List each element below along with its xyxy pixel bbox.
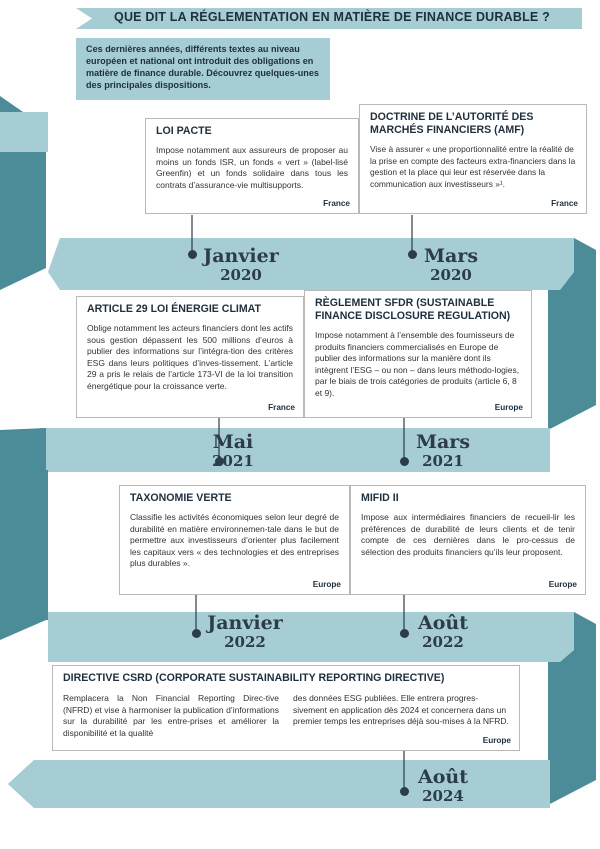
card-title: ARTICLE 29 LOI ÉNERGIE CLIMAT xyxy=(87,303,262,315)
date-year: 2021 xyxy=(422,452,464,470)
card-body-left: Remplacera la Non Financial Reporting Direc-tive (NFRD) et vise à harmoniser la publication d’informations sur la durabilité par les entre-prises et améliorer la disponibilité et la qualité xyxy=(63,693,279,738)
card-sfdr xyxy=(304,290,532,418)
date-year: 2022 xyxy=(224,633,266,651)
ribbon-arrow-tip xyxy=(8,760,34,808)
intro-box: Ces dernières années, différents textes au niveau européen et national ont introduit des obligations en matière de finance durable. Découvrez quelques-unes des principales dispositions. xyxy=(76,38,330,100)
card-country: Europe xyxy=(312,580,341,589)
date-month: Août xyxy=(417,612,468,634)
card-title: DIRECTIVE CSRD (CORPORATE SUSTAINABILITY REPORTING DIRECTIVE) xyxy=(63,672,445,684)
ribbon-strip-right-3 xyxy=(548,662,596,805)
card-body: Impose notamment à l’ensemble des fournisseurs de produits financiers commercialisés en Europe de publier des informations sur la manière dont ils intègrent l’ESG – ou non – dans leurs méthodo-logies, par le biais de trois catégories de produits (article 6, 8 et 9). xyxy=(315,330,520,398)
date-month: Mars xyxy=(423,245,479,267)
card-title: DOCTRINE DE L’AUTORITÉ DES MARCHÉS FINANCIERS (AMF) xyxy=(370,111,534,136)
date-aout-2022 xyxy=(408,614,478,650)
date-month: Janvier xyxy=(203,245,279,267)
date-mars-2020 xyxy=(416,247,486,283)
date-mai-2021 xyxy=(205,433,261,469)
card-taxonomie-verte xyxy=(119,485,350,595)
card-csrd xyxy=(52,665,520,751)
page-title: QUE DIT LA RÉGLEMENTATION EN MATIÈRE DE FINANCE DURABLE ? xyxy=(114,10,550,24)
card-mifid-ii xyxy=(350,485,586,595)
ribbon-block-left-2 xyxy=(0,470,48,620)
card-body: Oblige notamment les acteurs financiers dont les actifs sous gestion dépassent les 500 millions d’euros à publier des informations sur l’intégra-tion des critères ESG dans leurs politiques d’inves-tissement. L’article 29 a pris le relais de l’article 173-VI de la loi transition énergétique pour la croissance verte. xyxy=(87,323,293,391)
card-country: France xyxy=(268,403,295,412)
card-body-columns xyxy=(63,693,509,739)
card-country: Europe xyxy=(548,580,577,589)
date-aout-2024 xyxy=(408,768,478,804)
date-janvier-2020 xyxy=(196,247,286,283)
card-title: MIFID II xyxy=(361,492,399,504)
card-body: Impose notamment aux assureurs de proposer au moins un fonds ISR, un fonds « vert » (label-lisé Greenfin) et un fonds solidaire dans tous les contrats d’assurance-vie multisupports. xyxy=(156,145,348,190)
card-country: Europe xyxy=(482,736,511,745)
card-country: Europe xyxy=(494,403,523,412)
date-year: 2022 xyxy=(422,633,464,651)
ribbon-band-1 xyxy=(48,238,574,290)
card-title: TAXONOMIE VERTE xyxy=(130,492,232,504)
card-loi-pacte xyxy=(145,118,359,214)
card-body: Impose aux intermédiaires financiers de recueil-lir les préférences de durabilité de leurs clients et de tenir compte de ces dernières dans le pro-cessus de sélection des produits financiers qu’ils leur proposent. xyxy=(361,512,575,557)
date-month: Mai xyxy=(212,431,254,453)
ribbon-strip-right-1 xyxy=(548,290,596,430)
date-year: 2020 xyxy=(220,266,262,284)
card-country: France xyxy=(323,199,350,208)
date-year: 2024 xyxy=(422,787,464,805)
date-year: 2020 xyxy=(430,266,472,284)
card-title: RÈGLEMENT SFDR (SUSTAINABLE FINANCE DISCLOSURE REGULATION) xyxy=(315,297,511,322)
date-month: Mars xyxy=(415,431,471,453)
card-country: France xyxy=(551,199,578,208)
card-body-right: des données ESG publiées. Elle entrera progres-sivement en application dès 2024 et concernera dans un premier temps les entreprises déjà sou-mises à la NFRD. xyxy=(293,693,509,727)
card-title: LOI PACTE xyxy=(156,125,212,137)
card-amf xyxy=(359,104,587,214)
date-year: 2021 xyxy=(212,452,254,470)
card-article-29 xyxy=(76,296,304,418)
date-janvier-2022 xyxy=(200,614,290,650)
ribbon-band-3 xyxy=(48,612,574,662)
ribbon-block-left-1 xyxy=(0,112,48,152)
card-body: Vise à assurer « une proportionnalité entre la réalité de la prise en compte des facteurs extra-financiers dans la gestion et la place qui leur est réservée dans la communication aux investisseurs »¹. xyxy=(370,144,576,189)
card-body: Classifie les activités économiques selon leur degré de durabilité en matière environnemen-tale dans le but de permettre aux investisseurs d’orienter plus facilement les capitaux vers « des technologies et des entreprises plus durables ». xyxy=(130,512,339,569)
date-mars-2021 xyxy=(408,433,478,469)
date-month: Août xyxy=(417,766,468,788)
date-month: Janvier xyxy=(207,612,283,634)
